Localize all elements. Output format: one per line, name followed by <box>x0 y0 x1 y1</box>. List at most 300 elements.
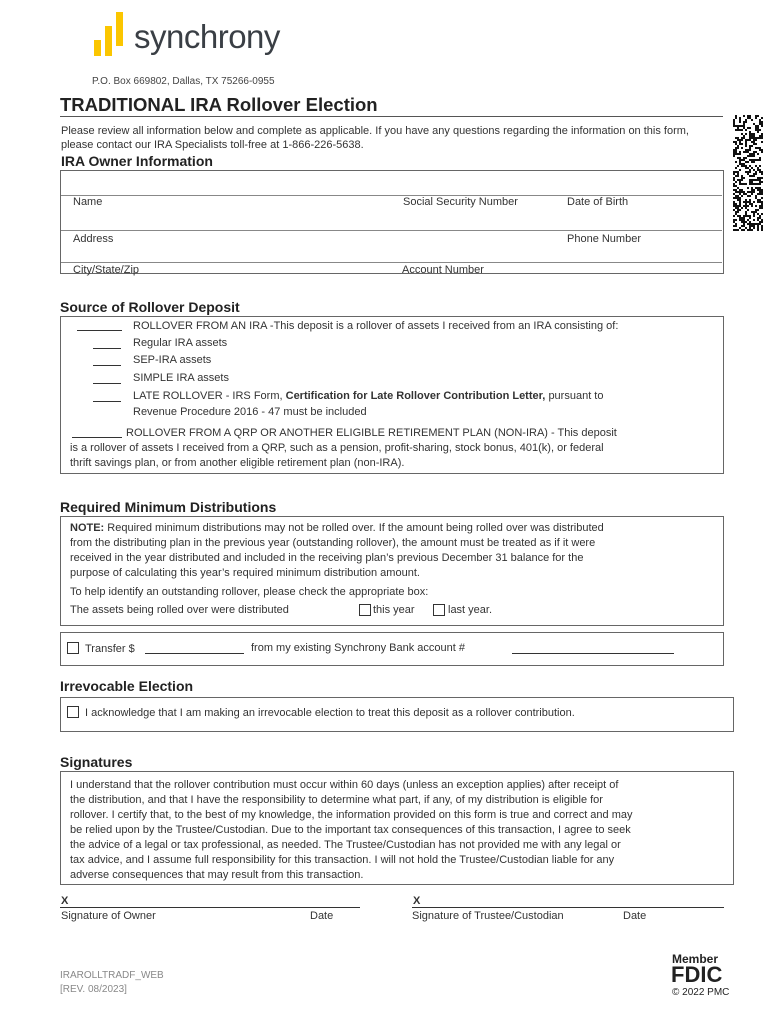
barcode-module <box>755 143 757 145</box>
sig-text-1: I understand that the rollover contribution must occur within 60 days (unless an exception applies) after receipt of <box>70 779 619 791</box>
transfer-label: Transfer $ <box>85 643 135 655</box>
barcode-module <box>757 177 759 179</box>
barcode-module <box>737 207 739 209</box>
barcode-module <box>737 153 739 155</box>
barcode-module <box>747 191 749 193</box>
barcode-module <box>749 215 751 217</box>
barcode-module <box>733 183 735 185</box>
owner-info-box <box>60 170 724 274</box>
barcode-module <box>743 225 745 227</box>
qrp-text-2: is a rollover of assets I received from a QRP, such as a pension, profit-sharing, stock bonus, 401(k), or federal <box>70 442 604 454</box>
barcode-module <box>751 179 753 181</box>
barcode-module <box>761 117 763 119</box>
qrp-text-1: ROLLOVER FROM A QRP OR ANOTHER ELIGIBLE RETIREMENT PLAN (NON-IRA) - This deposit <box>126 427 617 439</box>
barcode-module <box>749 149 751 151</box>
barcode-module <box>757 227 759 229</box>
barcode-module <box>757 115 759 117</box>
barcode-module <box>753 155 755 157</box>
barcode-module <box>757 129 759 131</box>
barcode-module <box>757 225 759 227</box>
barcode-module <box>753 141 755 143</box>
barcode-module <box>761 151 763 153</box>
phone-field-label[interactable]: Phone Number <box>567 233 641 245</box>
barcode-module <box>757 147 759 149</box>
barcode-module <box>733 173 735 175</box>
barcode-module <box>759 193 761 195</box>
barcode-module <box>749 131 751 133</box>
barcode-module <box>749 171 751 173</box>
form-title: TRADITIONAL IRA Rollover Election <box>60 94 378 115</box>
barcode-module <box>735 143 737 145</box>
barcode-module <box>749 133 751 135</box>
barcode-module <box>751 181 753 183</box>
barcode-module <box>745 221 747 223</box>
barcode-module <box>749 139 751 141</box>
barcode-module <box>741 175 743 177</box>
barcode-module <box>753 179 755 181</box>
sig-text-2: the distribution, and that I have the responsibility to determine what part, if any, of my distribution is eligible for <box>70 794 603 806</box>
barcode-module <box>759 201 761 203</box>
barcode-module <box>745 129 747 131</box>
barcode-module <box>735 205 737 207</box>
barcode-module <box>733 153 735 155</box>
barcode-module <box>745 145 747 147</box>
barcode-module <box>733 215 735 217</box>
barcode-module <box>749 191 751 193</box>
barcode-module <box>733 203 735 205</box>
barcode-module <box>749 147 751 149</box>
barcode-module <box>759 179 761 181</box>
barcode-module <box>733 201 735 203</box>
barcode-module <box>735 137 737 139</box>
barcode-module <box>735 203 737 205</box>
barcode-module <box>743 201 745 203</box>
ira-rollover-text: ROLLOVER FROM AN IRA -This deposit is a rollover of assets I received from an IRA consisting of: <box>133 320 619 332</box>
barcode-module <box>757 209 759 211</box>
city-field-label[interactable]: City/State/Zip <box>73 264 140 276</box>
barcode-module <box>743 125 745 127</box>
barcode-module <box>747 115 749 117</box>
rmd-heading: Required Minimum Distributions <box>60 499 277 515</box>
barcode-module <box>747 229 749 231</box>
barcode-module <box>759 157 761 159</box>
barcode-module <box>749 183 751 185</box>
barcode-module <box>749 137 751 139</box>
barcode-module <box>735 167 737 169</box>
barcode-module <box>751 189 753 191</box>
barcode-module <box>759 137 761 139</box>
trustee-sign-x: X <box>413 895 421 907</box>
barcode-module <box>759 189 761 191</box>
barcode-module <box>759 135 761 137</box>
qrp-rollover-blank[interactable] <box>72 428 122 438</box>
barcode-module <box>735 149 737 151</box>
barcode-module <box>739 179 741 181</box>
note-label: NOTE: <box>70 522 105 534</box>
barcode-module <box>741 125 743 127</box>
regular-ira-blank[interactable] <box>93 339 121 349</box>
barcode-module <box>753 159 755 161</box>
barcode-module <box>751 205 753 207</box>
barcode-module <box>761 173 763 175</box>
last-year-checkbox[interactable] <box>433 604 445 616</box>
barcode-module <box>733 229 735 231</box>
barcode-module <box>743 221 745 223</box>
barcode-module <box>749 221 751 223</box>
barcode-module <box>747 151 749 153</box>
barcode-module <box>739 141 741 143</box>
barcode-module <box>743 123 745 125</box>
barcode-module <box>749 225 751 227</box>
barcode-module <box>741 165 743 167</box>
transfer-amount-field[interactable] <box>145 644 244 654</box>
barcode-module <box>753 161 755 163</box>
barcode-module <box>739 199 741 201</box>
address-field-label[interactable]: Address <box>73 233 114 245</box>
barcode-module <box>761 137 763 139</box>
barcode-module <box>761 193 763 195</box>
barcode-module <box>757 125 759 127</box>
barcode-module <box>735 175 737 177</box>
barcode-module <box>733 125 735 127</box>
transfer-checkbox[interactable] <box>67 642 79 654</box>
barcode-module <box>737 229 739 231</box>
barcode-module <box>753 139 755 141</box>
barcode-module <box>753 173 755 175</box>
barcode-module <box>735 129 737 131</box>
barcode-module <box>739 197 741 199</box>
barcode-module <box>757 159 759 161</box>
barcode-module <box>753 175 755 177</box>
barcode-module <box>755 125 757 127</box>
barcode-module <box>753 219 755 221</box>
mailing-address: P.O. Box 669802, Dallas, TX 75266-0955 <box>92 76 275 87</box>
barcode-module <box>735 197 737 199</box>
barcode-module <box>759 149 761 151</box>
barcode <box>733 115 763 231</box>
barcode-module <box>753 169 755 171</box>
barcode-module <box>737 191 739 193</box>
simple-ira-blank[interactable] <box>93 374 121 384</box>
barcode-module <box>743 165 745 167</box>
barcode-module <box>745 207 747 209</box>
barcode-module <box>759 215 761 217</box>
barcode-module <box>735 191 737 193</box>
barcode-module <box>735 115 737 117</box>
barcode-module <box>753 137 755 139</box>
barcode-module <box>753 191 755 193</box>
barcode-module <box>751 159 753 161</box>
barcode-module <box>759 221 761 223</box>
barcode-module <box>755 139 757 141</box>
fdic-label: FDIC <box>671 962 723 987</box>
source-heading: Source of Rollover Deposit <box>60 299 240 315</box>
barcode-module <box>743 223 745 225</box>
barcode-module <box>751 211 753 213</box>
barcode-module <box>739 209 741 211</box>
barcode-module <box>757 137 759 139</box>
simple-ira-text: SIMPLE IRA assets <box>133 372 229 384</box>
irrevocable-checkbox[interactable] <box>67 706 79 718</box>
barcode-module <box>739 143 741 145</box>
sep-ira-text: SEP-IRA assets <box>133 354 212 366</box>
barcode-module <box>753 189 755 191</box>
barcode-module <box>745 141 747 143</box>
barcode-module <box>749 175 751 177</box>
barcode-module <box>745 149 747 151</box>
barcode-module <box>749 117 751 119</box>
barcode-module <box>759 223 761 225</box>
barcode-module <box>733 219 735 221</box>
copyright: © 2022 PMC <box>672 987 730 998</box>
barcode-module <box>733 197 735 199</box>
barcode-module <box>739 203 741 205</box>
barcode-module <box>755 171 757 173</box>
ira-rollover-blank[interactable] <box>77 321 122 331</box>
barcode-module <box>741 139 743 141</box>
barcode-module <box>751 223 753 225</box>
owner-signature-label: Signature of Owner <box>61 910 156 922</box>
note-text: Required minimum distributions may not be rolled over. If the amount being rolled over was distributed <box>107 522 604 534</box>
barcode-module <box>753 225 755 227</box>
barcode-module <box>753 151 755 153</box>
barcode-module <box>737 179 739 181</box>
barcode-module <box>751 191 753 193</box>
barcode-module <box>739 119 741 121</box>
owner-sign-x: X <box>61 895 69 907</box>
barcode-module <box>735 141 737 143</box>
barcode-module <box>733 121 735 123</box>
barcode-module <box>753 183 755 185</box>
barcode-module <box>739 159 741 161</box>
barcode-module <box>761 133 763 135</box>
barcode-module <box>741 229 743 231</box>
barcode-module <box>745 139 747 141</box>
barcode-module <box>755 117 757 119</box>
barcode-module <box>739 205 741 207</box>
barcode-module <box>739 183 741 185</box>
barcode-module <box>739 161 741 163</box>
rmd-note-3: received in the year distributed and included in the receiving plan’s previous December 31 balance for the <box>70 552 584 564</box>
barcode-module <box>737 175 739 177</box>
barcode-module <box>737 171 739 173</box>
barcode-module <box>743 163 745 165</box>
barcode-module <box>739 129 741 131</box>
sep-ira-blank[interactable] <box>93 356 121 366</box>
late-rollover-bold: Certification for Late Rollover Contribution Letter, <box>285 390 546 402</box>
barcode-module <box>733 225 735 227</box>
barcode-module <box>749 199 751 201</box>
transfer-from-label: from my existing Synchrony Bank account # <box>251 642 465 654</box>
barcode-module <box>751 145 753 147</box>
barcode-module <box>741 179 743 181</box>
barcode-module <box>739 121 741 123</box>
barcode-module <box>737 145 739 147</box>
divider <box>61 230 722 231</box>
barcode-module <box>749 203 751 205</box>
barcode-module <box>757 179 759 181</box>
barcode-module <box>757 183 759 185</box>
barcode-module <box>739 153 741 155</box>
this-year-label: this year <box>373 604 415 616</box>
barcode-module <box>743 157 745 159</box>
barcode-module <box>753 123 755 125</box>
barcode-module <box>753 211 755 213</box>
barcode-module <box>753 215 755 217</box>
barcode-module <box>761 229 763 231</box>
barcode-module <box>733 123 735 125</box>
barcode-module <box>761 203 763 205</box>
barcode-module <box>737 215 739 217</box>
barcode-module <box>737 195 739 197</box>
barcode-module <box>761 191 763 193</box>
barcode-module <box>761 227 763 229</box>
barcode-module <box>745 213 747 215</box>
barcode-module <box>761 125 763 127</box>
ssn-field-label[interactable]: Social Security Number <box>403 196 518 208</box>
barcode-module <box>739 125 741 127</box>
barcode-module <box>743 177 745 179</box>
form-revision: [REV. 08/2023] <box>60 984 127 995</box>
barcode-module <box>747 161 749 163</box>
barcode-module <box>739 217 741 219</box>
barcode-module <box>755 137 757 139</box>
barcode-module <box>735 229 737 231</box>
barcode-module <box>741 207 743 209</box>
barcode-module <box>739 215 741 217</box>
barcode-module <box>743 191 745 193</box>
barcode-module <box>761 219 763 221</box>
rmd-note-2: from the distributing plan in the previous year (outstanding rollover), the amount must be treated as if it were <box>70 537 596 549</box>
barcode-module <box>759 207 761 209</box>
barcode-module <box>747 215 749 217</box>
last-year-label: last year. <box>448 604 493 616</box>
barcode-module <box>755 197 757 199</box>
barcode-module <box>733 151 735 153</box>
barcode-module <box>739 181 741 183</box>
barcode-module <box>745 161 747 163</box>
barcode-module <box>745 119 747 121</box>
barcode-module <box>759 121 761 123</box>
barcode-module <box>761 149 763 151</box>
barcode-module <box>761 181 763 183</box>
barcode-module <box>759 169 761 171</box>
barcode-module <box>739 227 741 229</box>
member-label: Member <box>672 952 719 966</box>
barcode-module <box>739 193 741 195</box>
barcode-module <box>735 125 737 127</box>
barcode-module <box>757 193 759 195</box>
barcode-module <box>737 147 739 149</box>
this-year-checkbox[interactable] <box>359 604 371 616</box>
barcode-module <box>733 193 735 195</box>
barcode-module <box>737 209 739 211</box>
barcode-module <box>757 199 759 201</box>
late-rollover-blank[interactable] <box>93 392 121 402</box>
transfer-account-field[interactable] <box>512 644 674 654</box>
barcode-module <box>739 189 741 191</box>
sig-text-6: tax advice, and I assume full responsibility for this transaction. I will not hold the Trustee/Custodian liable for any <box>70 854 615 866</box>
barcode-module <box>751 161 753 163</box>
barcode-module <box>749 135 751 137</box>
barcode-module <box>747 201 749 203</box>
barcode-module <box>735 153 737 155</box>
barcode-module <box>747 167 749 169</box>
barcode-module <box>759 165 761 167</box>
barcode-module <box>733 141 735 143</box>
name-field-label[interactable]: Name <box>73 196 103 208</box>
barcode-module <box>759 217 761 219</box>
barcode-module <box>739 191 741 193</box>
barcode-module <box>735 219 737 221</box>
barcode-module <box>741 225 743 227</box>
barcode-module <box>741 189 743 191</box>
barcode-module <box>753 135 755 137</box>
barcode-module <box>733 209 735 211</box>
barcode-module <box>755 209 757 211</box>
account-field-label[interactable]: Account Number <box>402 264 484 276</box>
barcode-module <box>735 189 737 191</box>
barcode-module <box>755 205 757 207</box>
barcode-module <box>757 167 759 169</box>
barcode-module <box>757 187 759 189</box>
barcode-module <box>745 205 747 207</box>
irrevocable-text: I acknowledge that I am making an irrevocable election to treat this deposit as a rollover contribution. <box>85 707 575 719</box>
barcode-module <box>751 135 753 137</box>
barcode-module <box>759 199 761 201</box>
barcode-module <box>757 189 759 191</box>
barcode-module <box>735 213 737 215</box>
barcode-module <box>759 129 761 131</box>
barcode-module <box>741 163 743 165</box>
barcode-module <box>749 217 751 219</box>
dob-field-label[interactable]: Date of Birth <box>567 196 629 208</box>
owner-signature-line[interactable] <box>60 907 360 908</box>
barcode-module <box>745 151 747 153</box>
barcode-module <box>751 141 753 143</box>
barcode-module <box>737 211 739 213</box>
barcode-module <box>739 169 741 171</box>
barcode-module <box>735 225 737 227</box>
barcode-module <box>751 225 753 227</box>
barcode-module <box>737 197 739 199</box>
barcode-module <box>747 139 749 141</box>
sig-text-7: adverse consequences that may result from this transaction. <box>70 869 364 881</box>
barcode-module <box>737 129 739 131</box>
barcode-module <box>749 127 751 129</box>
barcode-module <box>761 177 763 179</box>
barcode-module <box>741 159 743 161</box>
barcode-module <box>743 215 745 217</box>
owner-heading: IRA Owner Information <box>61 153 213 169</box>
trustee-signature-line[interactable] <box>412 907 724 908</box>
late-rollover-suffix: pursuant to <box>548 390 604 402</box>
barcode-module <box>741 183 743 185</box>
sig-text-5: the advice of a legal or tax professional, as needed. The Trustee/Custodian has not provided me with any legal or <box>70 839 621 851</box>
barcode-module <box>759 119 761 121</box>
rmd-note-4: purpose of calculating this year’s required minimum distribution amount. <box>70 567 420 579</box>
barcode-module <box>737 173 739 175</box>
barcode-module <box>737 187 739 189</box>
barcode-module <box>749 201 751 203</box>
barcode-module <box>743 115 745 117</box>
barcode-module <box>757 153 759 155</box>
barcode-module <box>747 223 749 225</box>
barcode-module <box>755 151 757 153</box>
sig-text-4: be relied upon by the Trustee/Custodian. Due to the important tax consequences of this transaction, I agree to seek <box>70 824 631 836</box>
barcode-module <box>751 193 753 195</box>
barcode-module <box>759 205 761 207</box>
